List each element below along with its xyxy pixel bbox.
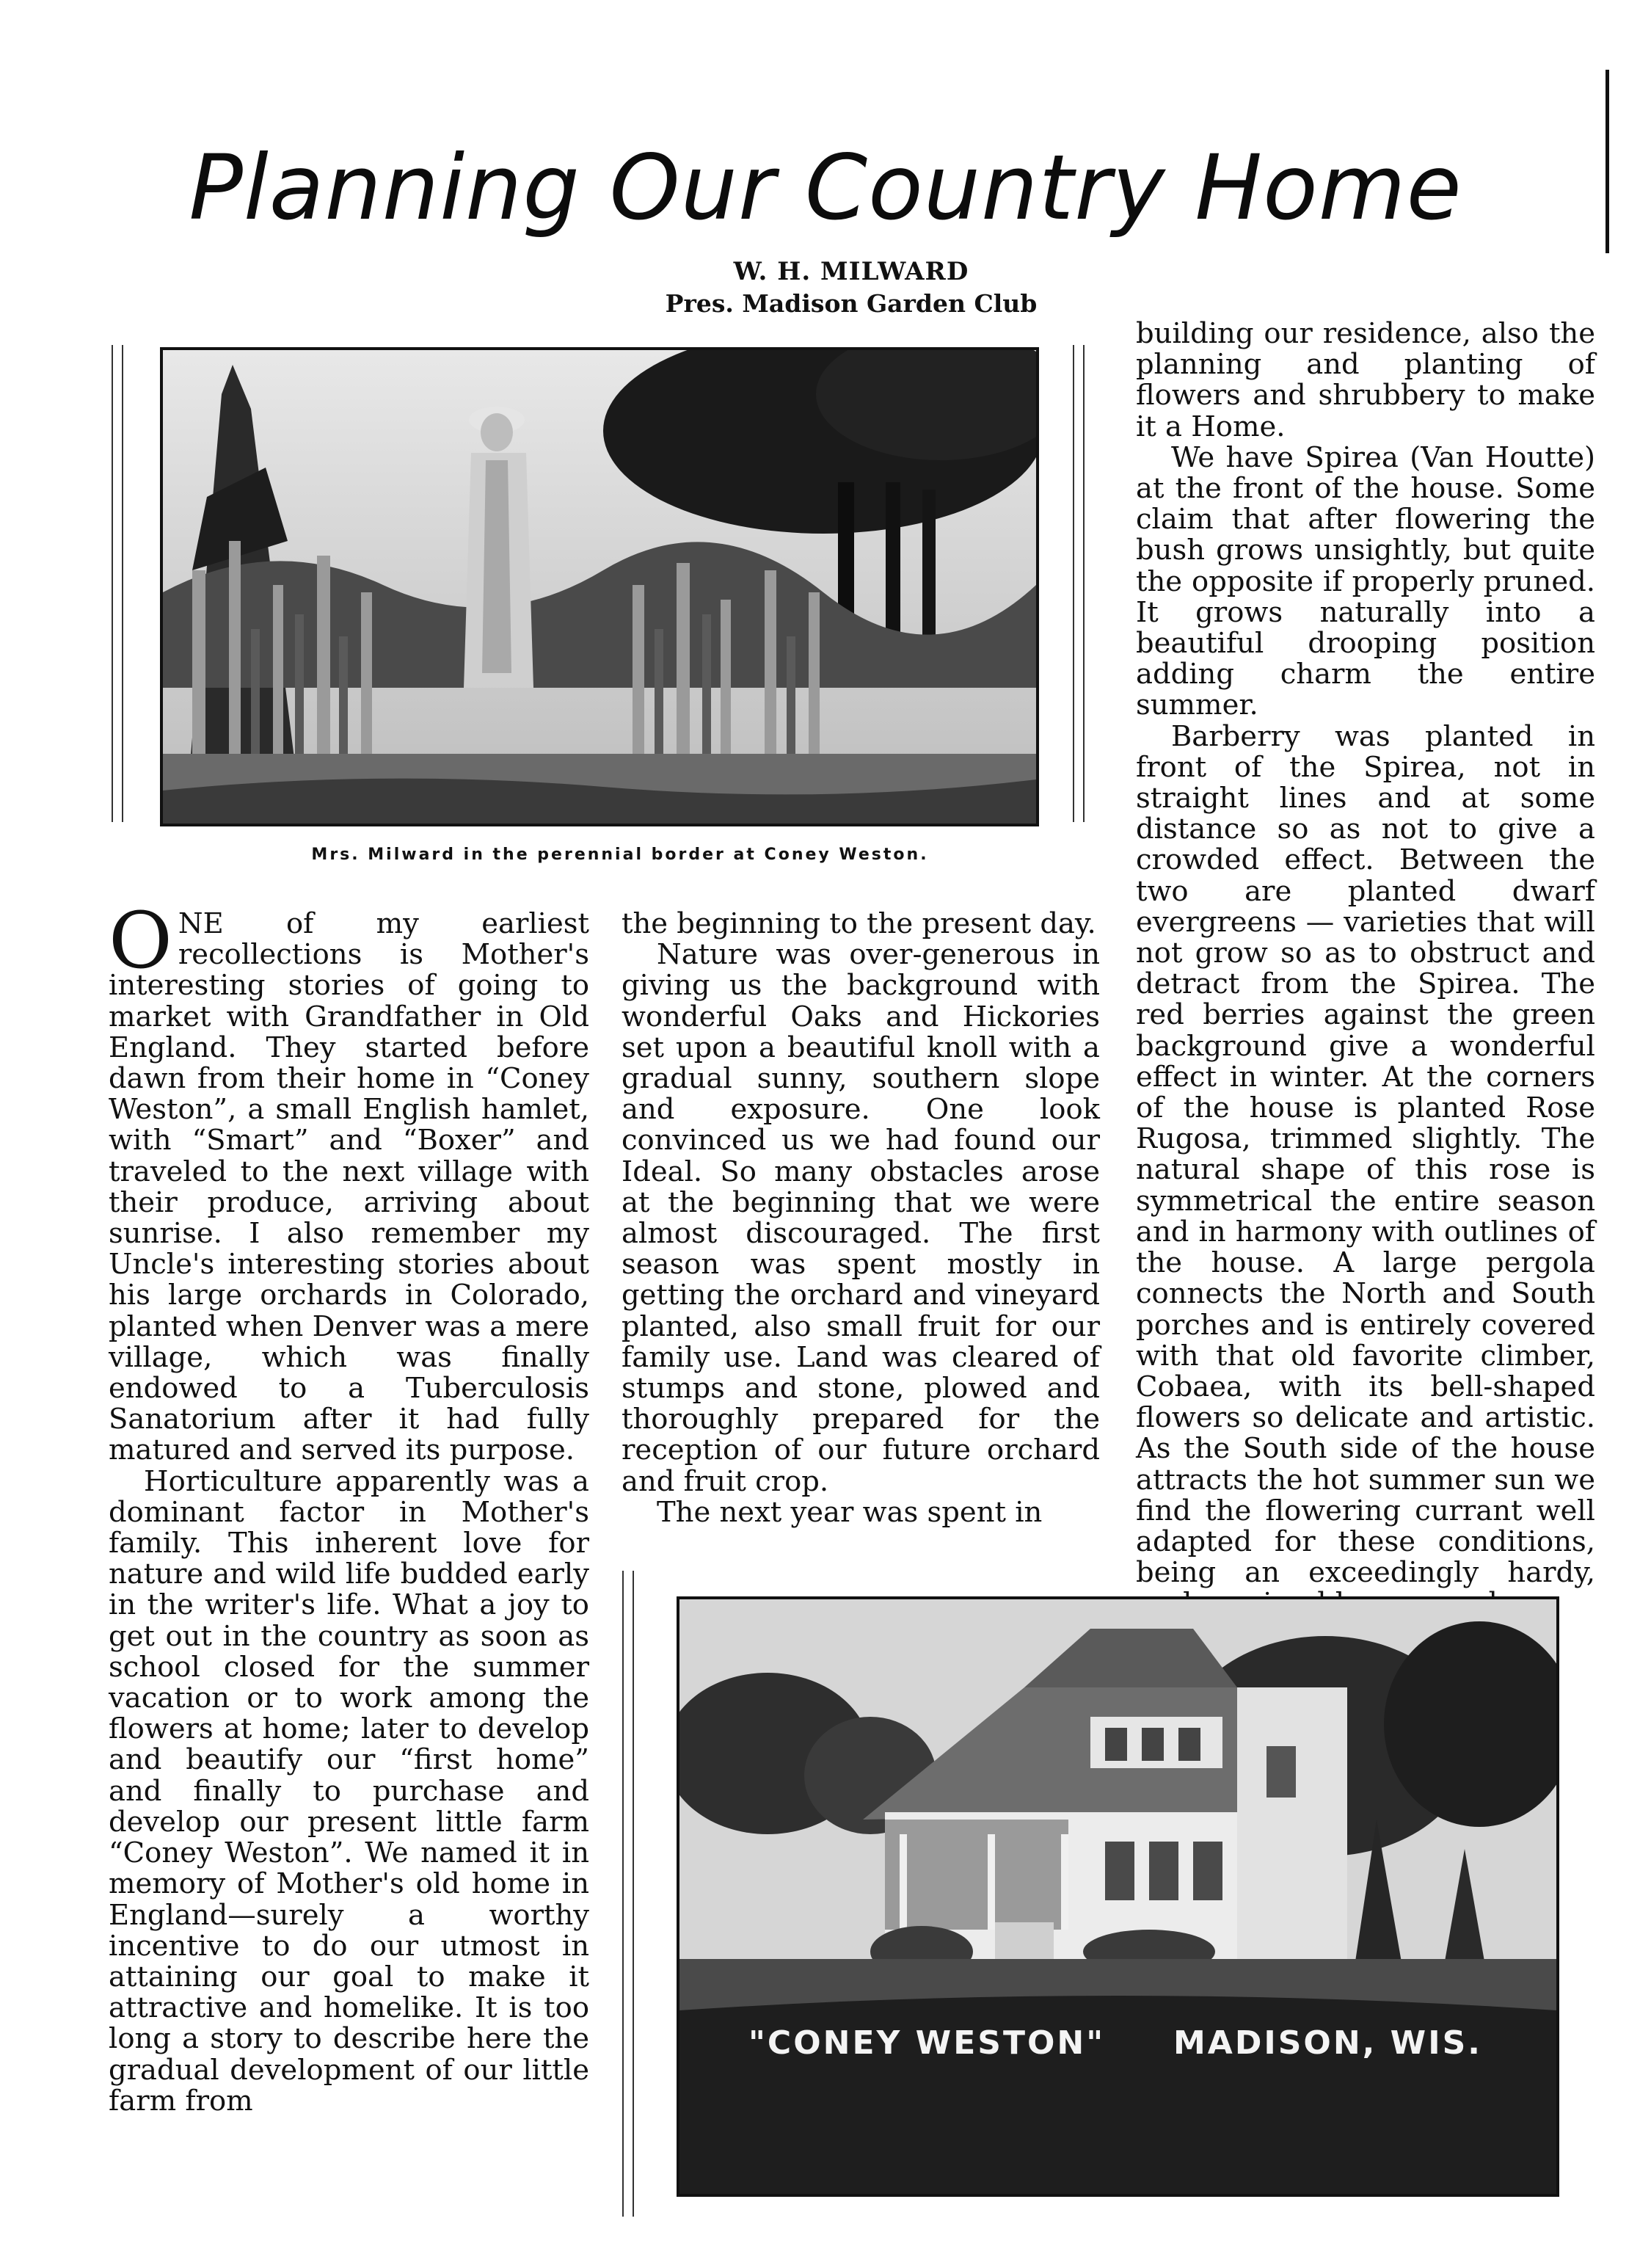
- decorative-rule-left: [112, 345, 123, 822]
- paragraph: Horticulture apparently was a dominant factor in Mother's family. This inherent love for nature and wild life budded early in the writer's life. What a joy to get out in the country as soon as school closed for the summer vacation or to work among the flowers at home; later to develop and beautify our “first home” and finally to purchase and develop our present little farm “Coney Weston”. We named it in memory of Mother's old home in England—surely a worthy incentive to do our utmost in attaining our goal to make it attractive and homelike. It is too long a story to describe here the gradual development of our little farm from: [109, 1464, 589, 2118]
- author-name: W. H. MILWARD: [733, 257, 969, 286]
- drop-cap: O: [109, 895, 172, 986]
- garden-photo: [160, 347, 1039, 826]
- house-photo: [677, 1596, 1559, 2197]
- house-name-label: "CONEY WESTON": [748, 2024, 1106, 2062]
- paragraph: Barberry was planted in front of the Spirea, not in straight lines and at some distance so as not to give a crowded effect. Between the two are planted dwarf evergreens — varieties that will not grow so as to obstruct and detract from the Spirea. The red berries against the green background give a wonderful effect in winter. At the corners of the house is planted Rose Rugosa, trimmed slightly. The natural shape of this rose is symmetrical the entire season and in harmony with outlines of the house. A large pergola connects the North and South porches and is entirely covered with that old favorite climber, Cobaea, with its bell-shaped flowers so delicate and artistic. As the South side of the house attracts the hot summer sun we find the flowering currant well adapted for these conditions, being an exceedingly hardy,: [1136, 719, 1595, 1590]
- house-photo-image: [679, 1599, 1556, 2194]
- text-column-3: [1136, 319, 1595, 1620]
- paragraph: NE of my earliest recollections is Mother's interesting stories of going to market with Grandfather in Old England. They started before dawn from their home in “Coney Weston”, a small English hamlet, with “Smart” and “Boxer” and traveled to the next village with their produce, arriving about sunrise. I also remember my Uncle's interesting stories about his large orchards in Colorado, planted when Denver was a mere village, which was finally endowed to a Tuberculosis Sanatorium after it had fully matured and served its purpose.: [109, 907, 589, 1467]
- paragraph: We have Spirea (Van Houtte) at the front of the house. Some claim that after flowering the bush grows unsightly, but quite the opposite if properly pruned. It grows naturally into a beautiful drooping position adding charm the entire summer.: [1136, 440, 1595, 722]
- location-label: MADISON, WIS.: [1173, 2024, 1482, 2062]
- article-title: Planning Our Country Home: [189, 136, 1462, 240]
- garden-photo-image: [163, 350, 1036, 824]
- text-column-1: [109, 895, 589, 2118]
- margin-rule: [1606, 70, 1609, 253]
- paragraph: the beginning to the present day.: [622, 907, 1096, 940]
- paragraph: The next year was spent in: [657, 1495, 1043, 1529]
- text-column-2: [622, 909, 1100, 1528]
- decorative-rule-right: [1073, 345, 1085, 822]
- author-affiliation: Pres. Madison Garden Club: [665, 289, 1038, 318]
- byline: [616, 255, 1086, 320]
- photo-caption: Mrs. Milward in the perennial border at Coney Weston.: [311, 846, 929, 864]
- paragraph: Nature was over-generous in giving us the background with wonderful Oaks and Hickories set upon a beautiful knoll with a gradual sunny, southern slope and exposure. One look convinced us we had found our Ideal. So many obstacles arose at the beginning that we were almost discouraged. The first season was spent mostly in getting the orchard and vineyard planted, also small fruit for our family use. Land was cleared of stumps and stone, plowed and thoroughly prepared for the reception of our future orchard and fruit crop.: [622, 938, 1100, 1498]
- house-photo-caption: [748, 2024, 1482, 2062]
- decorative-rule-left: [622, 1571, 634, 2217]
- paragraph: building our residence, also the planning and planting of flowers and shrubbery to make it a Home.: [1136, 317, 1595, 443]
